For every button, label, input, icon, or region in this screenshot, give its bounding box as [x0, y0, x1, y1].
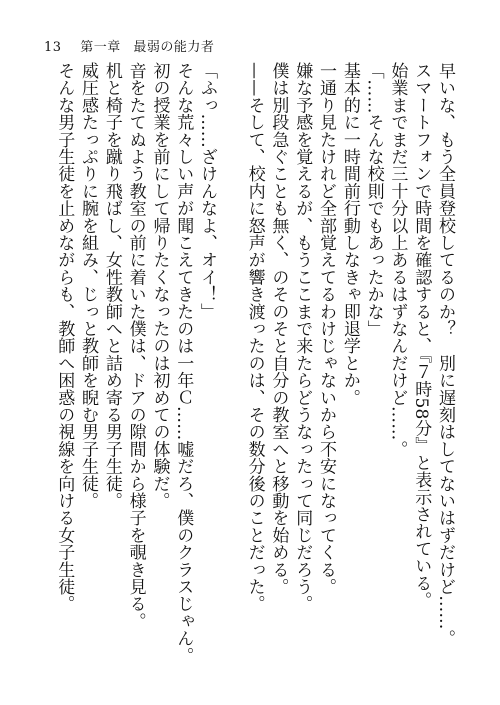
vertical-body-text [36, 62, 456, 672]
paragraph: 始業までまだ三十分以上あるはずなんだけど……。 [387, 62, 408, 458]
paragraph: 嫌な予感を覚えるが、もうここまで来たらどうなったって同じだろう。 [292, 62, 313, 613]
paragraph: 僕は別段急ぐことも無く、のそのそと自分の教室へと移動を始める。 [268, 62, 289, 596]
paragraph: 初の授業を前にして帰りたくなったのは初めての体験だ。 [149, 62, 170, 510]
paragraph: 威圧感たっぷりに腕を組み、じっと教師を睨む男子生徒。 [78, 62, 99, 510]
paragraph: 音をたてぬよう教室の前に着いた僕は、ドアの隙間から様子を覗き見る。 [125, 62, 146, 630]
chapter-title: 最弱の能力者 [133, 40, 215, 55]
paragraph: そんな荒々しい声が聞こえてきたのは一年Ｃ……嘘だろ、僕のクラスじゃん。 [173, 62, 194, 664]
page-number: 13 [44, 40, 62, 55]
paragraph: ——そして、校内に怒声が響き渡ったのは、その数分後のことだった。 [244, 62, 265, 613]
paragraph: そんな男子生徒を止めながらも、教師へ困惑の視線を向ける女子生徒。 [54, 62, 75, 613]
paragraph: 机と椅子を蹴り飛ばし、女性教師へと詰め寄る男子生徒。 [101, 62, 122, 510]
paragraph: 「ふっ……ざけんなよ、オイ！」 [197, 62, 218, 320]
paragraph: 一通り見たけれど全部覚えてるわけじゃないから不安になってくる。 [316, 62, 337, 596]
chapter-label: 第一章 [80, 40, 121, 55]
running-header [44, 36, 214, 55]
paragraph: スマートフォンで時間を確認すると、『７時58分』と表示されている。 [411, 62, 432, 609]
blank-line [218, 62, 242, 672]
paragraph: 基本的に一時間前行動しなきゃ即退学とか。 [339, 62, 360, 406]
paragraph: 早いな、もう全員登校してるのか？ 別に遅刻はしてないはずだけど……。 [435, 62, 455, 647]
paragraph: 「……そんな校則でもあったかな」 [363, 62, 384, 338]
